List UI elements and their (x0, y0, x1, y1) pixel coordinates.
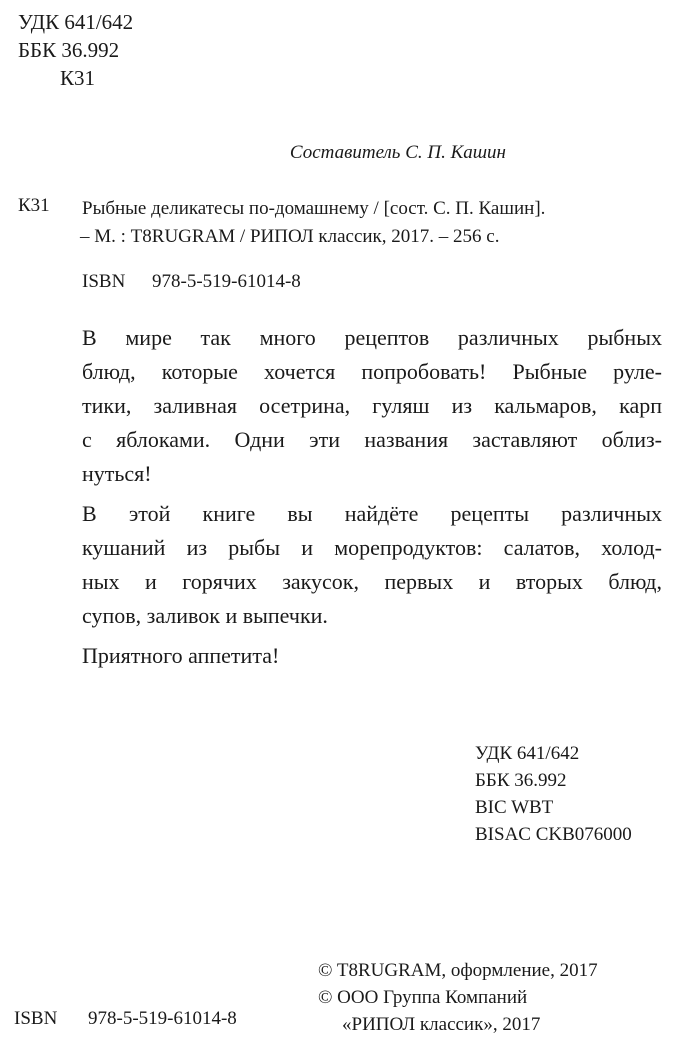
biblio-title-line: Рыбные деликатесы по-домашнему / [сост. С. П. Кашин]. (82, 198, 546, 219)
top-classification-codes (18, 8, 133, 92)
bottom-classification-codes (475, 740, 632, 848)
bic-code: BIC WBT (475, 797, 554, 818)
isbn-value: 978-5-519-61014-8 (152, 271, 301, 292)
isbn-top (82, 271, 301, 293)
annotation-line: супов, заливок и выпечки. (82, 603, 328, 628)
annotation-line: ных и горячих закусок, первых и вторых блюд, (82, 569, 662, 594)
compiler-line: Составитель С. П. Кашин (289, 142, 506, 163)
annotation (82, 321, 662, 679)
bisac-code: BISAC CKB076000 (475, 824, 632, 845)
isbn-bottom (14, 1008, 237, 1030)
copyright-line: «РИПОЛ классик», 2017 (342, 1014, 541, 1035)
isbn-value: 978-5-519-61014-8 (88, 1008, 237, 1029)
copyright-line: © ООО Группа Компаний (318, 987, 528, 1008)
isbn-label: ISBN (14, 1008, 58, 1029)
biblio-publisher-line: – М. : T8RUGRAM / РИПОЛ классик, 2017. – 256 с. (80, 226, 500, 247)
annotation-paragraph-2 (82, 497, 662, 633)
copyright-block (318, 957, 598, 1038)
author-mark: К31 (60, 66, 96, 90)
udk-code: УДК 641/642 (18, 10, 134, 34)
annotation-line: В этой книге вы найдёте рецепты различных (82, 501, 662, 526)
isbn-label: ISBN (82, 271, 126, 292)
annotation-line: В мире так много рецептов различных рыбных (82, 325, 662, 350)
catalog-author-mark: К31 (18, 195, 50, 216)
annotation-paragraph-3: Приятного аппетита! (82, 643, 280, 668)
copyright-line: © T8RUGRAM, оформление, 2017 (318, 960, 598, 981)
bbk-code: ББК 36.992 (475, 770, 567, 791)
annotation-line: нуться! (82, 461, 152, 486)
annotation-line: кушаний из рыбы и морепродуктов: салатов, холод- (82, 535, 662, 560)
annotation-line: блюд, которые хочется попробовать! Рыбные руле- (82, 359, 662, 384)
annotation-line: тики, заливная осетрина, гуляш из кальмаров, карп (82, 393, 662, 418)
annotation-paragraph-1 (82, 321, 662, 491)
bibliographic-description (82, 195, 545, 251)
annotation-line: с яблоками. Одни эти названия заставляют облиз- (82, 427, 662, 452)
udk-code: УДК 641/642 (475, 743, 580, 764)
bbk-code: ББК 36.992 (18, 38, 120, 62)
